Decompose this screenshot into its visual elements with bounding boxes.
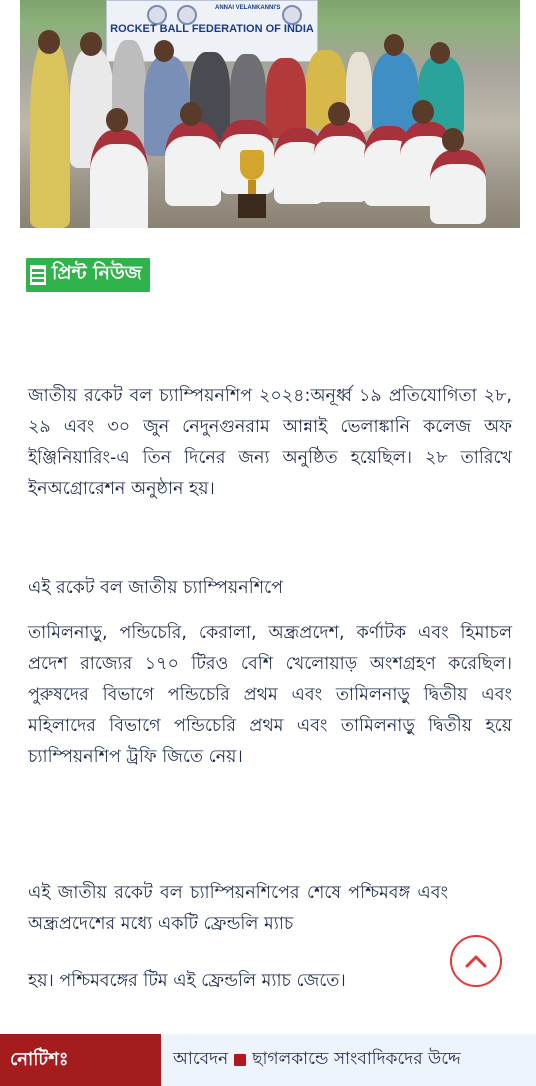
photo-person <box>266 58 306 138</box>
banner-org-text: ANNAI VELANKANNI'S <box>215 5 281 11</box>
photo-player <box>314 122 368 202</box>
scroll-to-top-button[interactable] <box>450 935 502 987</box>
notice-ticker-item-1[interactable]: আবেদন <box>173 1049 229 1069</box>
photo-person-head <box>412 100 434 124</box>
banner-logo-center <box>177 5 197 25</box>
article-photo <box>20 0 520 228</box>
ticker-separator-icon <box>234 1054 246 1066</box>
photo-player <box>165 122 221 206</box>
photo-person-head <box>154 40 174 62</box>
photo-player <box>90 130 148 228</box>
photo-person-head <box>328 102 350 126</box>
article-paragraph-2: এই রকেট বল জাতীয় চ্যাম্পিয়নশিপে <box>28 578 283 598</box>
print-news-label: প্রিন্ট নিউজ <box>52 262 142 284</box>
photo-person-head <box>38 30 60 54</box>
banner-title-text: ROCKET BALL FEDERATION OF INDIA <box>110 23 314 35</box>
photo-person <box>346 52 372 132</box>
photo-person-head <box>80 32 102 56</box>
notice-ticker-item-2[interactable]: ছাগলকান্ডে সাংবাদিকদের উদ্দে <box>252 1049 461 1069</box>
photo-person-head <box>430 42 450 64</box>
article-paragraph-5: হয়। পশ্চিমবঙ্গের টিম এই ফ্রেন্ডলি ম্যাচ জেতে। <box>28 971 346 991</box>
notice-label: নোটিশঃ <box>0 1034 161 1086</box>
article-paragraph-3: তামিলনাড়ু, পন্ডিচেরি, কেরালা, অন্ধ্রপ্রদেশ, কর্ণাটক এবং হিমাচল প্রদেশ রাজ্যের ১৭০ টিরও বেশি খেলোয়াড় অংশগ্রহণ করেছিল। পুরুষদের বিভাগে পন্ডিচেরি প্রথম এবং তামিলনাড়ু দ্বিতীয় এবং মহিলাদের বিভাগে পন্ডিচেরি প্রথম এবং তামিলনাড়ু দ্বিতীয় হয়ে চ্যাম্পিয়নশিপ ট্রফি জিতে নেয়। <box>28 623 512 767</box>
banner-logo-left <box>147 5 167 25</box>
notice-ticker[interactable] <box>161 1034 536 1086</box>
article-paragraph-1: জাতীয় রকেট বল চ্যাম্পিয়নশিপ ২০২৪:অনূর্ধ্ব ১৯ প্রতিযোগিতা ২৮, ২৯ এবং ৩০ জুন নেদুনগুনরাম আন্নাই ভেলাঙ্কানি কলেজ অফ ইঞ্জিনিয়ারিং-এ তিন দিনের জন্য অনুষ্ঠিত হয়েছিল। ২৮ তারিখে ইনঅগ্রোরেশন অনুষ্ঠান হয়। <box>28 386 512 499</box>
photo-person-head <box>384 34 404 56</box>
newspaper-icon <box>30 265 46 285</box>
banner-logo-right <box>282 5 302 25</box>
trophy-image <box>238 150 266 220</box>
notice-bar <box>0 1034 536 1086</box>
photo-player <box>430 150 486 224</box>
photo-person <box>30 40 70 228</box>
photo-person <box>372 52 418 132</box>
print-news-badge[interactable] <box>26 258 150 292</box>
article-paragraph-4: এই জাতীয় রকেট বল চ্যাম্পিয়নশিপের শেষে পশ্চিমবঙ্গ এবং অন্ধ্রপ্রদেশের মধ্যে একটি ফ্রেন্ডলি ম্যাচ <box>28 883 448 934</box>
photo-person-head <box>180 102 202 126</box>
photo-person-head <box>442 128 464 152</box>
photo-person-head <box>106 108 128 132</box>
chevron-up-icon <box>464 953 488 969</box>
